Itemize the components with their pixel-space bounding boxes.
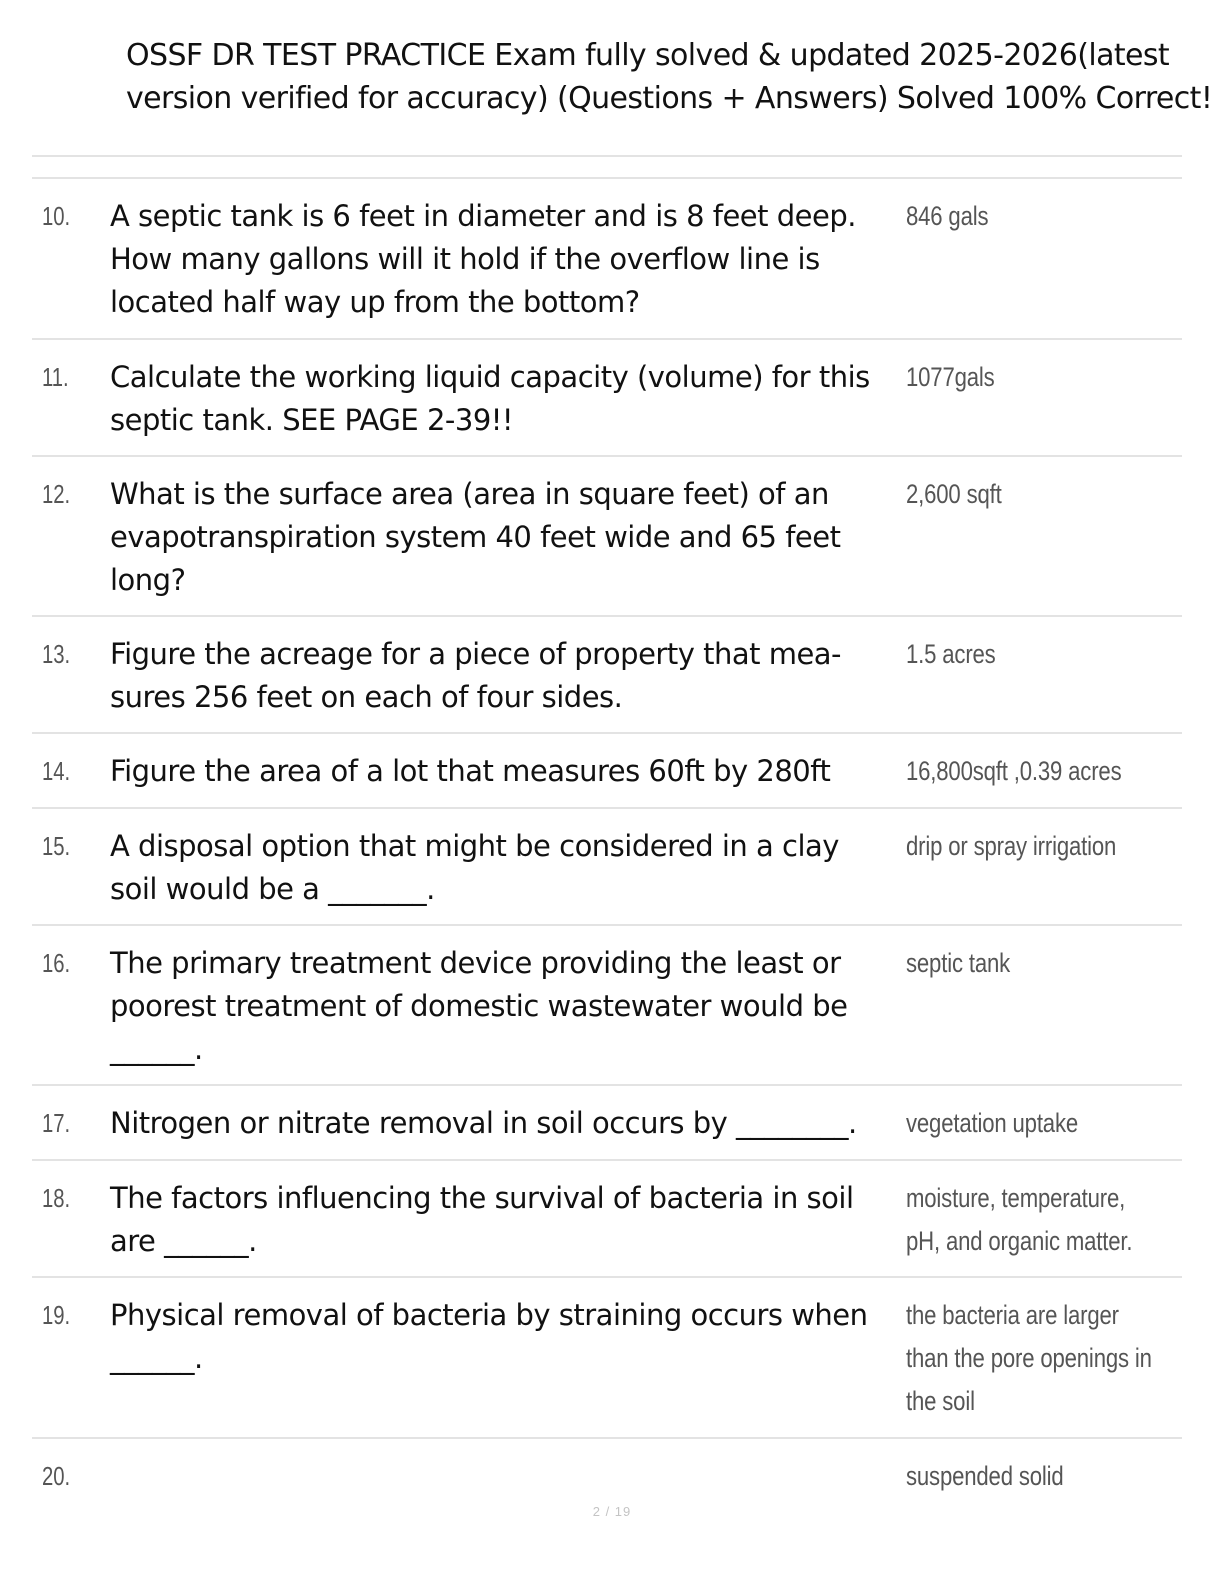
document-title-line-1: OSSF DR TEST PRACTICE Exam fully solved & updated 2025-2026(latest	[126, 38, 1170, 73]
document-title	[126, 34, 1224, 120]
qa-row-12	[32, 455, 1182, 616]
question-number: 14.	[42, 756, 71, 786]
qa-row-13	[32, 615, 1182, 733]
answer-text: 2,600 sqft	[906, 479, 1002, 509]
question-text: Calculate the working liquid capacity (volume) for this septic tank. SEE PAGE 2-39!!	[110, 360, 870, 437]
answer-text: 1.5 acres	[906, 639, 996, 669]
answer-text: suspended solid	[906, 1461, 1064, 1491]
qa-row-10	[32, 177, 1182, 339]
document-title-line-2: version verified for accuracy) (Questions + Answers) Solved 100% Correct!	[126, 81, 1213, 116]
question-number: 13.	[42, 639, 71, 669]
answer-text: 1077gals	[906, 362, 995, 392]
question-text: Figure the acreage for a piece of property that mea- sures 256 feet on each of four sides.	[110, 637, 842, 714]
question-text: Figure the area of a lot that measures 60ft by 280ft	[110, 754, 831, 788]
question-number: 17.	[42, 1108, 71, 1138]
answer-text: vegetation uptake	[906, 1108, 1079, 1138]
qa-row-16	[32, 924, 1182, 1085]
qa-row-11	[32, 338, 1182, 456]
question-text: The primary treatment device providing the least or poorest treatment of domestic wastewater would be ______.	[110, 946, 848, 1066]
answer-text: 16,800sqft ,0.39 acres	[906, 756, 1122, 786]
question-text: A septic tank is 6 feet in diameter and is 8 feet deep. How many gallons will it hold if the overflow line is located half way up from the bottom?	[110, 199, 856, 319]
qa-row-17	[32, 1084, 1182, 1160]
question-text: A disposal option that might be considered in a clay soil would be a _______.	[110, 829, 839, 906]
question-number: 16.	[42, 948, 71, 978]
question-text: Nitrogen or nitrate removal in soil occurs by ________.	[110, 1106, 857, 1140]
answer-text: drip or spray irrigation	[906, 831, 1117, 861]
answer-text: septic tank	[906, 948, 1011, 978]
page-number: 2 / 19	[592, 1504, 632, 1519]
answer-text: the bacteria are larger than the pore openings in the soil	[906, 1300, 1152, 1416]
qa-row-20	[32, 1437, 1182, 1503]
qa-row-15	[32, 807, 1182, 925]
header-divider	[32, 155, 1182, 157]
qa-row-18	[32, 1159, 1182, 1277]
question-number: 12.	[42, 479, 71, 509]
answer-text: moisture, temperature, pH, and organic matter.	[906, 1183, 1133, 1256]
answer-text: 846 gals	[906, 201, 989, 231]
qa-row-14	[32, 732, 1182, 808]
question-number: 18.	[42, 1183, 71, 1213]
question-number: 11.	[42, 362, 69, 392]
question-number: 10.	[42, 201, 71, 231]
question-number: 19.	[42, 1300, 71, 1330]
question-text: The factors influencing the survival of bacteria in soil are ______.	[110, 1181, 854, 1258]
qa-row-19	[32, 1276, 1182, 1438]
question-number: 15.	[42, 831, 71, 861]
question-number: 20.	[42, 1461, 71, 1491]
question-text: What is the surface area (area in square feet) of an evapotranspiration system 40 feet wide and 65 feet long?	[110, 477, 841, 597]
question-text: Physical removal of bacteria by straining occurs when ______.	[110, 1298, 868, 1375]
